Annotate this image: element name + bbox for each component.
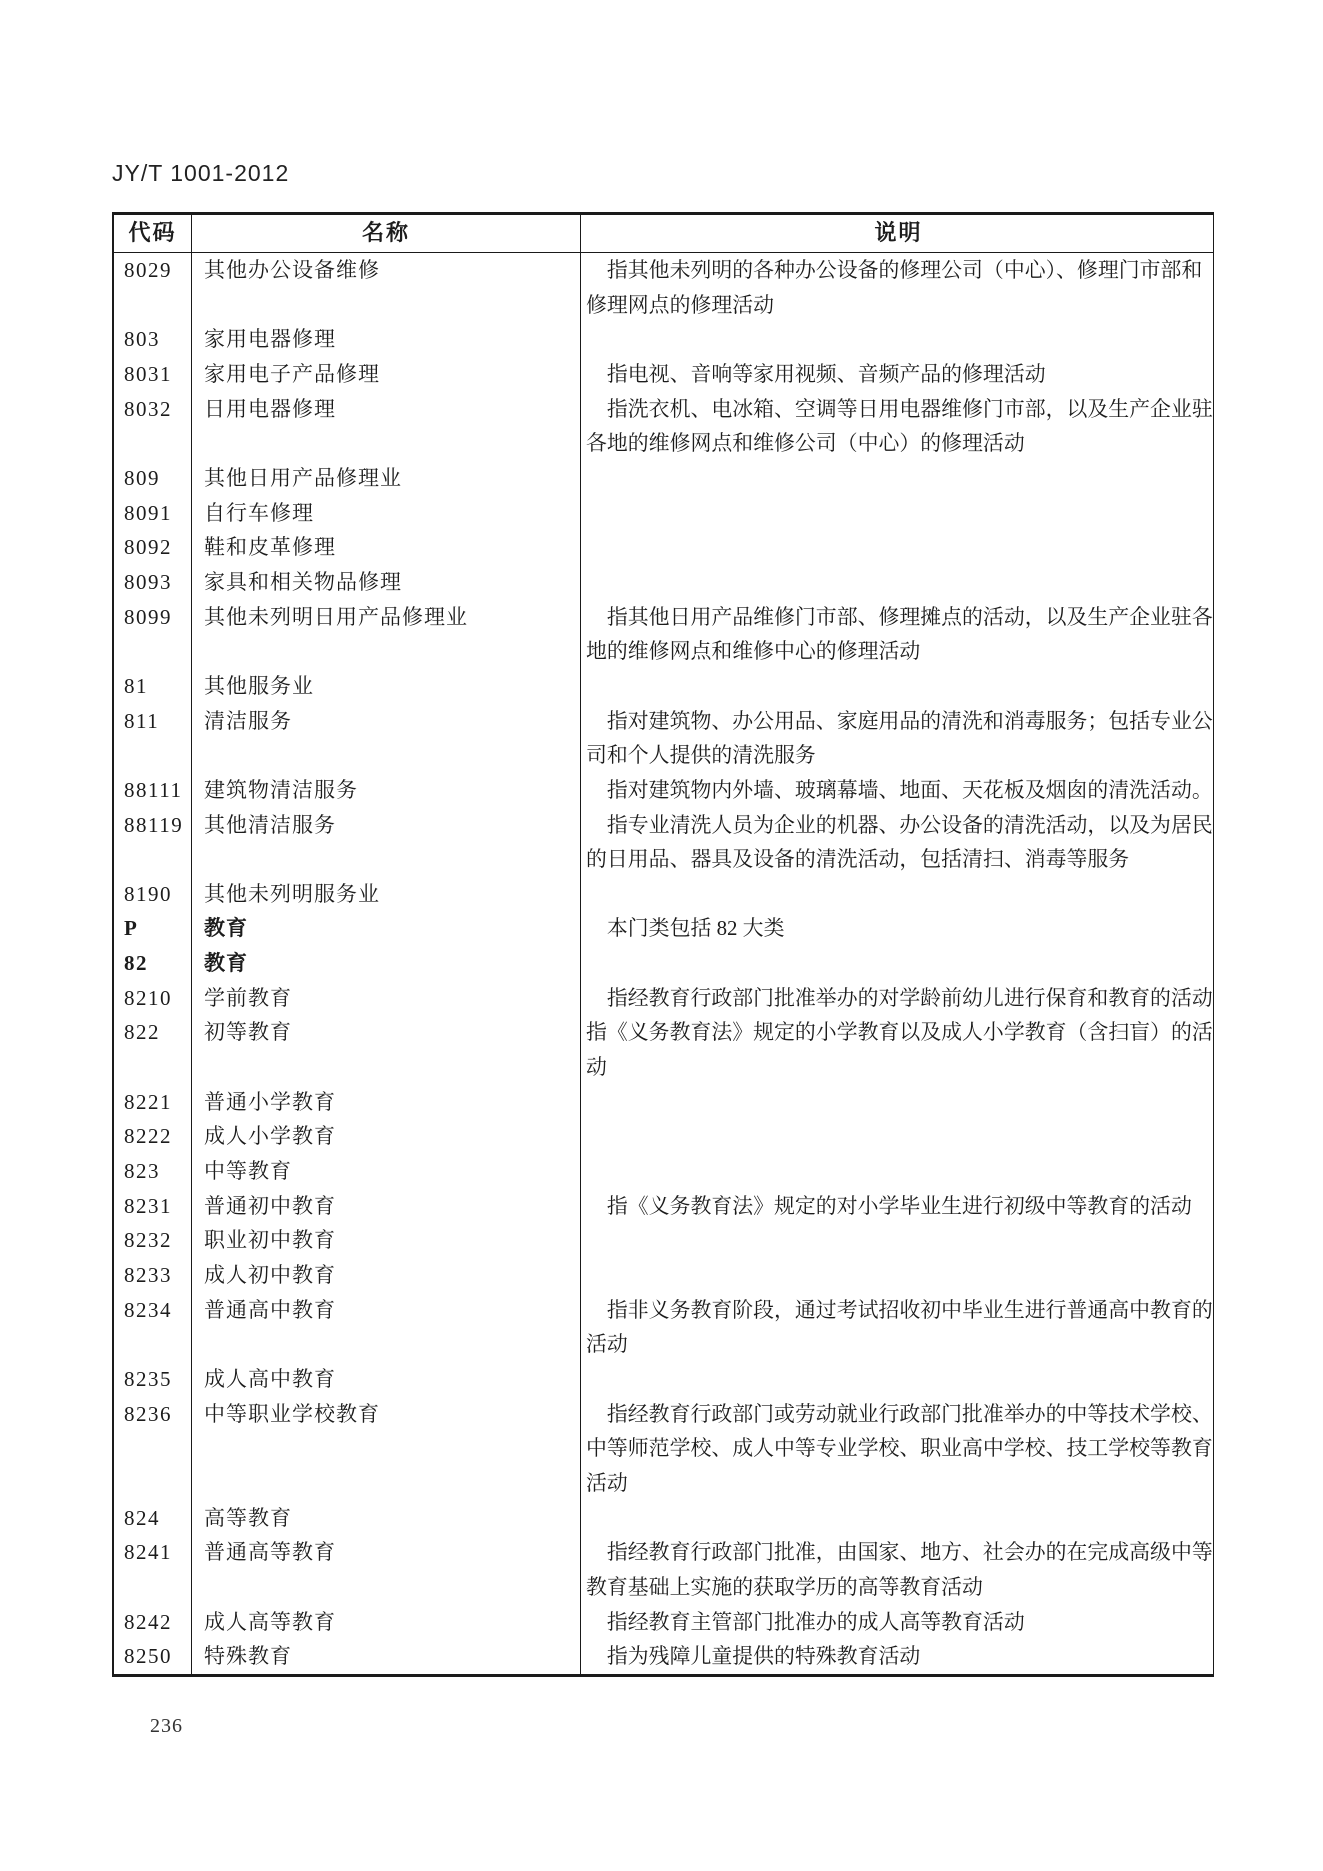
row-name: 高等教育 (191, 1501, 580, 1536)
row-description: 指其他未列明的各种办公设备的修理公司（中心）、修理门市部和修理网点的修理活动 (580, 253, 1216, 322)
table-row (114, 1119, 1213, 1154)
row-name: 普通初中教育 (191, 1189, 580, 1224)
row-name: 其他办公设备维修 (191, 253, 580, 322)
row-description (580, 946, 1216, 981)
row-description (580, 322, 1216, 357)
row-name: 成人初中教育 (191, 1258, 580, 1293)
row-name: 成人小学教育 (191, 1119, 580, 1154)
row-code: 82 (124, 951, 148, 976)
row-description: 指对建筑物、办公用品、家庭用品的清洗和消毒服务；包括专业公司和个人提供的清洗服务 (580, 704, 1216, 773)
row-code: 8233 (124, 1263, 172, 1288)
table-row (114, 392, 1213, 461)
row-name: 成人高中教育 (191, 1362, 580, 1397)
table-row (114, 808, 1213, 877)
table-row (114, 946, 1213, 981)
row-description: 指经教育行政部门批准举办的对学龄前幼儿进行保育和教育的活动 (580, 981, 1216, 1016)
row-name: 家用电子产品修理 (191, 357, 580, 392)
row-code: 8221 (124, 1089, 172, 1114)
row-name: 家用电器修理 (191, 322, 580, 357)
row-description: 指其他日用产品维修门市部、修理摊点的活动，以及生产企业驻各地的维修网点和维修中心的修理活动 (580, 600, 1216, 669)
row-name: 其他日用产品修理业 (191, 461, 580, 496)
row-name: 自行车修理 (191, 496, 580, 531)
header-name: 名称 (191, 215, 580, 252)
table-row (114, 1154, 1213, 1189)
row-code: 823 (124, 1159, 160, 1184)
row-description: 指专业清洗人员为企业的机器、办公设备的清洗活动，以及为居民的日用品、器具及设备的清洗活动，包括清扫、消毒等服务 (580, 808, 1216, 877)
row-name: 日用电器修理 (191, 392, 580, 461)
row-name: 教育 (191, 946, 580, 981)
row-description (580, 1085, 1216, 1120)
row-code: 8231 (124, 1193, 172, 1218)
table-row (114, 461, 1213, 496)
row-code: 88111 (124, 777, 183, 802)
table-row (114, 669, 1213, 704)
row-name: 教育 (191, 911, 580, 946)
row-code: 81 (124, 673, 148, 698)
row-description: 指洗衣机、电冰箱、空调等日用电器维修门市部，以及生产企业驻各地的维修网点和维修公司（中心）的修理活动 (580, 392, 1216, 461)
table-row (114, 773, 1213, 808)
table-row (114, 1189, 1213, 1224)
row-name: 其他清洁服务 (191, 808, 580, 877)
row-name: 成人高等教育 (191, 1605, 580, 1640)
table-row (114, 253, 1213, 322)
table-header-row (114, 215, 1213, 253)
row-code: 8235 (124, 1367, 172, 1391)
table-row (114, 1639, 1213, 1674)
row-description (580, 1223, 1216, 1258)
row-code: 8093 (124, 569, 172, 594)
row-description (580, 565, 1216, 600)
row-name: 职业初中教育 (191, 1223, 580, 1258)
row-code: 824 (124, 1505, 160, 1530)
row-description (580, 1362, 1216, 1397)
table-row (114, 1605, 1213, 1640)
table-row (114, 1397, 1213, 1501)
row-code: 8190 (124, 881, 172, 906)
row-code: P (124, 916, 139, 941)
row-code: 8091 (124, 500, 172, 525)
row-name: 普通高中教育 (191, 1293, 580, 1362)
row-name: 其他服务业 (191, 669, 580, 704)
row-description (580, 877, 1216, 912)
row-code: 8242 (124, 1609, 172, 1634)
row-name: 家具和相关物品修理 (191, 565, 580, 600)
row-code: 8029 (124, 258, 172, 282)
row-code: 8241 (124, 1540, 172, 1565)
row-code: 8236 (124, 1401, 172, 1426)
table-row (114, 1362, 1213, 1397)
row-name: 清洁服务 (191, 704, 580, 773)
row-name: 学前教育 (191, 981, 580, 1016)
row-description: 指电视、音响等家用视频、音频产品的修理活动 (580, 357, 1216, 392)
row-description (580, 1501, 1216, 1536)
row-description: 指经教育主管部门批准办的成人高等教育活动 (580, 1605, 1216, 1640)
table-body (114, 253, 1213, 1674)
row-description (580, 530, 1216, 565)
table-row (114, 704, 1213, 773)
row-description: 指《义务教育法》规定的对小学毕业生进行初级中等教育的活动 (580, 1189, 1216, 1224)
row-name: 普通高等教育 (191, 1535, 580, 1604)
table-row (114, 1293, 1213, 1362)
row-description: 指为残障儿童提供的特殊教育活动 (580, 1639, 1216, 1674)
classification-table (112, 212, 1214, 1677)
row-description (580, 496, 1216, 531)
row-name: 鞋和皮革修理 (191, 530, 580, 565)
row-code: 8222 (124, 1124, 172, 1149)
row-description (580, 1119, 1216, 1154)
table-row (114, 530, 1213, 565)
row-description: 指《义务教育法》规定的小学教育以及成人小学教育（含扫盲）的活动 (580, 1015, 1216, 1084)
row-code: 8099 (124, 604, 172, 629)
row-description: 指非义务教育阶段，通过考试招收初中毕业生进行普通高中教育的活动 (580, 1293, 1216, 1362)
header-code: 代码 (128, 220, 177, 245)
table-row (114, 1085, 1213, 1120)
table-row (114, 357, 1213, 392)
row-description: 指对建筑物内外墙、玻璃幕墙、地面、天花板及烟囱的清洗活动。 (580, 773, 1216, 808)
row-name: 普通小学教育 (191, 1085, 580, 1120)
row-code: 8032 (124, 396, 172, 421)
row-code: 8232 (124, 1228, 172, 1253)
row-name: 中等教育 (191, 1154, 580, 1189)
table-row (114, 322, 1213, 357)
row-code: 822 (124, 1020, 160, 1045)
row-code: 8250 (124, 1644, 172, 1669)
row-name: 特殊教育 (191, 1639, 580, 1674)
row-name: 其他未列明服务业 (191, 877, 580, 912)
row-description: 指经教育行政部门或劳动就业行政部门批准举办的中等技术学校、中等师范学校、成人中等专业学校、职业高中学校、技工学校等教育活动 (580, 1397, 1216, 1501)
row-code: 88119 (124, 812, 184, 837)
row-code: 811 (124, 708, 160, 733)
table-row (114, 911, 1213, 946)
table-row (114, 1258, 1213, 1293)
row-description (580, 1258, 1216, 1293)
table-row (114, 877, 1213, 912)
row-code: 8092 (124, 535, 172, 560)
row-name: 建筑物清洁服务 (191, 773, 580, 808)
row-description (580, 1154, 1216, 1189)
row-code: 809 (124, 465, 160, 490)
row-code: 8234 (124, 1297, 172, 1322)
table-row (114, 1015, 1213, 1084)
row-description (580, 669, 1216, 704)
table-row (114, 1501, 1213, 1536)
table-row (114, 496, 1213, 531)
row-code: 8031 (124, 361, 172, 386)
row-name: 其他未列明日用产品修理业 (191, 600, 580, 669)
table-row (114, 1223, 1213, 1258)
table-row (114, 565, 1213, 600)
header-description: 说明 (580, 215, 1216, 252)
table-row (114, 981, 1213, 1016)
row-name: 中等职业学校教育 (191, 1397, 580, 1501)
table-row (114, 600, 1213, 669)
row-description: 本门类包括 82 大类 (580, 911, 1216, 946)
table-row (114, 1535, 1213, 1604)
page-number: 236 (150, 1715, 183, 1737)
row-code: 8210 (124, 985, 172, 1010)
standard-number: JY/T 1001-2012 (112, 160, 290, 186)
row-description (580, 461, 1216, 496)
row-name: 初等教育 (191, 1015, 580, 1084)
row-description: 指经教育行政部门批准，由国家、地方、社会办的在完成高级中等教育基础上实施的获取学历的高等教育活动 (580, 1535, 1216, 1604)
row-code: 803 (124, 327, 160, 352)
